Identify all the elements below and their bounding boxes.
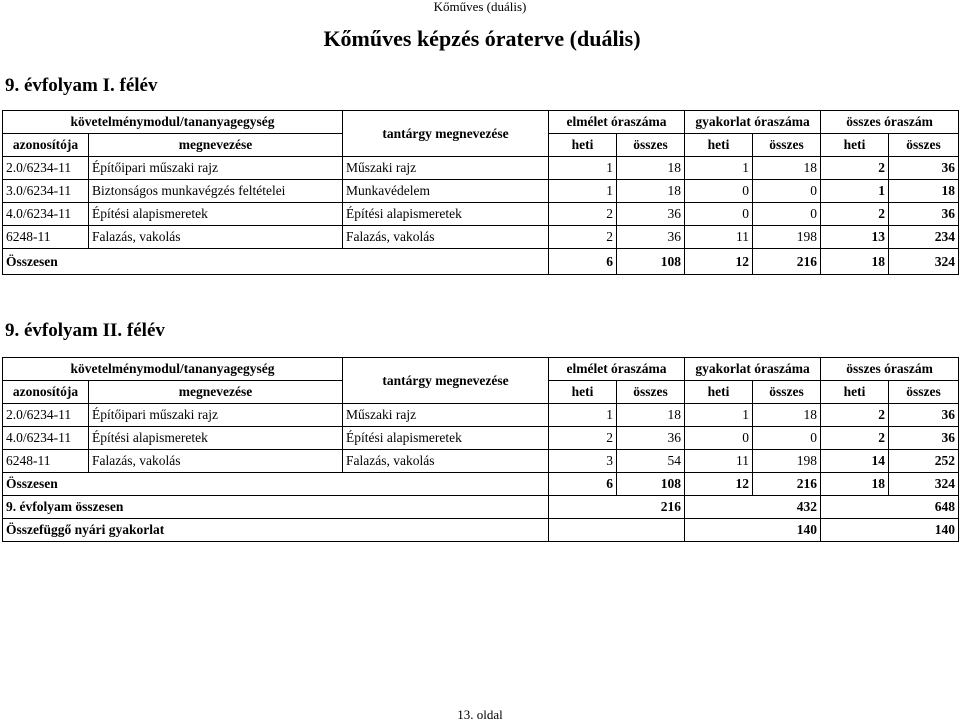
col-header-id: azonosítója — [3, 381, 89, 404]
table-row — [3, 427, 959, 450]
practice-weekly: 1 — [685, 157, 753, 180]
practice-sum: 18 — [753, 404, 821, 427]
total-weekly: 13 — [821, 226, 889, 249]
theory-sum: 18 — [617, 180, 685, 203]
practice-sum: 0 — [753, 180, 821, 203]
summer-practice-label: Összefüggő nyári gyakorlat — [3, 519, 549, 542]
row-subject: Műszaki rajz — [343, 157, 549, 180]
page-number: 13. oldal — [457, 707, 503, 722]
theory-sum: 18 — [617, 404, 685, 427]
total-practice-sum: 216 — [753, 249, 821, 275]
total-theory-weekly: 6 — [549, 473, 617, 496]
total-weekly: 18 — [821, 473, 889, 496]
total-weekly: 2 — [821, 157, 889, 180]
practice-sum: 0 — [753, 427, 821, 450]
theory-weekly: 1 — [549, 180, 617, 203]
total-practice-weekly: 12 — [685, 473, 753, 496]
theory-weekly: 1 — [549, 157, 617, 180]
row-subject: Munkavédelem — [343, 180, 549, 203]
total-theory-sum: 108 — [617, 249, 685, 275]
row-id: 6248-11 — [3, 450, 89, 473]
row-subject: Műszaki rajz — [343, 404, 549, 427]
col-header-name: megnevezése — [89, 134, 343, 157]
year-total-row — [3, 496, 959, 519]
summer-total-hours: 140 — [889, 519, 959, 542]
theory-weekly: 1 — [549, 404, 617, 427]
table-row — [3, 180, 959, 203]
total-weekly: 14 — [821, 450, 889, 473]
total-theory-sum: 108 — [617, 473, 685, 496]
practice-weekly: 1 — [685, 404, 753, 427]
practice-weekly: 0 — [685, 427, 753, 450]
total-sum: 18 — [889, 180, 959, 203]
table-row — [3, 157, 959, 180]
practice-weekly: 0 — [685, 180, 753, 203]
col-header-total: összes óraszám — [821, 358, 959, 381]
section-title-sem1: 9. évfolyam I. félév — [5, 75, 158, 96]
row-name: Építőipari műszaki rajz — [89, 404, 343, 427]
practice-weekly: 11 — [685, 226, 753, 249]
total-weekly: 18 — [821, 249, 889, 275]
col-header-total: összes óraszám — [821, 111, 959, 134]
table-row — [3, 203, 959, 226]
theory-weekly: 3 — [549, 450, 617, 473]
practice-sum: 0 — [753, 203, 821, 226]
row-name: Falazás, vakolás — [89, 226, 343, 249]
row-subject: Falazás, vakolás — [343, 450, 549, 473]
col-header-weekly: heti — [821, 381, 889, 404]
total-practice-weekly: 12 — [685, 249, 753, 275]
col-header-sum: összes — [617, 381, 685, 404]
col-header-sum: összes — [753, 134, 821, 157]
total-label: Összesen — [3, 249, 89, 275]
total-sum: 36 — [889, 157, 959, 180]
theory-weekly: 2 — [549, 427, 617, 450]
col-header-module: követelménymodul/tananyagegység — [3, 358, 343, 381]
total-sum: 36 — [889, 427, 959, 450]
total-weekly: 2 — [821, 427, 889, 450]
col-header-weekly: heti — [549, 134, 617, 157]
total-weekly: 2 — [821, 404, 889, 427]
col-header-weekly: heti — [821, 134, 889, 157]
year-total-theory: 216 — [617, 496, 685, 519]
table-row — [3, 226, 959, 249]
theory-sum: 36 — [617, 226, 685, 249]
total-label: Összesen — [3, 473, 89, 496]
theory-sum: 18 — [617, 157, 685, 180]
total-sum: 324 — [889, 473, 959, 496]
summer-practice-hours: 140 — [753, 519, 821, 542]
practice-sum: 198 — [753, 450, 821, 473]
col-header-weekly: heti — [549, 381, 617, 404]
col-header-practice: gyakorlat óraszáma — [685, 358, 821, 381]
col-header-theory: elmélet óraszáma — [549, 358, 685, 381]
total-row — [3, 249, 959, 275]
row-id: 6248-11 — [3, 226, 89, 249]
practice-sum: 18 — [753, 157, 821, 180]
row-name: Falazás, vakolás — [89, 450, 343, 473]
col-header-sum: összes — [889, 134, 959, 157]
practice-sum: 198 — [753, 226, 821, 249]
total-sum: 252 — [889, 450, 959, 473]
col-header-sum: összes — [753, 381, 821, 404]
year-total-practice: 432 — [753, 496, 821, 519]
col-header-name: megnevezése — [89, 381, 343, 404]
total-theory-weekly: 6 — [549, 249, 617, 275]
col-header-id: azonosítója — [3, 134, 89, 157]
practice-weekly: 11 — [685, 450, 753, 473]
row-subject: Építési alapismeretek — [343, 203, 549, 226]
theory-weekly: 2 — [549, 226, 617, 249]
row-subject: Építési alapismeretek — [343, 427, 549, 450]
col-header-weekly: heti — [685, 134, 753, 157]
total-practice-sum: 216 — [753, 473, 821, 496]
table-row — [3, 450, 959, 473]
col-header-module: követelménymodul/tananyagegység — [3, 111, 343, 134]
summer-practice-row — [3, 519, 959, 542]
total-row — [3, 473, 959, 496]
schedule-table-sem2 — [2, 357, 959, 542]
practice-weekly: 0 — [685, 203, 753, 226]
row-id: 3.0/6234-11 — [3, 180, 89, 203]
col-header-sum: összes — [617, 134, 685, 157]
col-header-weekly: heti — [685, 381, 753, 404]
table-row — [3, 404, 959, 427]
total-weekly: 2 — [821, 203, 889, 226]
document-header: Kőműves (duális) — [433, 0, 527, 14]
row-name: Biztonságos munkavégzés feltételei — [89, 180, 343, 203]
theory-sum: 36 — [617, 203, 685, 226]
total-sum: 234 — [889, 226, 959, 249]
col-header-subject: tantárgy megnevezése — [343, 111, 549, 157]
total-sum: 324 — [889, 249, 959, 275]
row-name: Építési alapismeretek — [89, 427, 343, 450]
row-subject: Falazás, vakolás — [343, 226, 549, 249]
col-header-theory: elmélet óraszáma — [549, 111, 685, 134]
page-title: Kőműves képzés óraterve (duális) — [323, 26, 641, 51]
row-name: Építési alapismeretek — [89, 203, 343, 226]
theory-sum: 54 — [617, 450, 685, 473]
row-id: 2.0/6234-11 — [3, 157, 89, 180]
total-sum: 36 — [889, 203, 959, 226]
schedule-table-sem1 — [2, 110, 959, 275]
row-id: 4.0/6234-11 — [3, 203, 89, 226]
row-name: Építőipari műszaki rajz — [89, 157, 343, 180]
year-total-sum: 648 — [889, 496, 959, 519]
row-id: 2.0/6234-11 — [3, 404, 89, 427]
col-header-sum: összes — [889, 381, 959, 404]
col-header-subject: tantárgy megnevezése — [343, 358, 549, 404]
row-id: 4.0/6234-11 — [3, 427, 89, 450]
year-total-label: 9. évfolyam összesen — [3, 496, 549, 519]
theory-weekly: 2 — [549, 203, 617, 226]
section-title-sem2: 9. évfolyam II. félév — [5, 320, 165, 341]
theory-sum: 36 — [617, 427, 685, 450]
total-sum: 36 — [889, 404, 959, 427]
total-weekly: 1 — [821, 180, 889, 203]
col-header-practice: gyakorlat óraszáma — [685, 111, 821, 134]
